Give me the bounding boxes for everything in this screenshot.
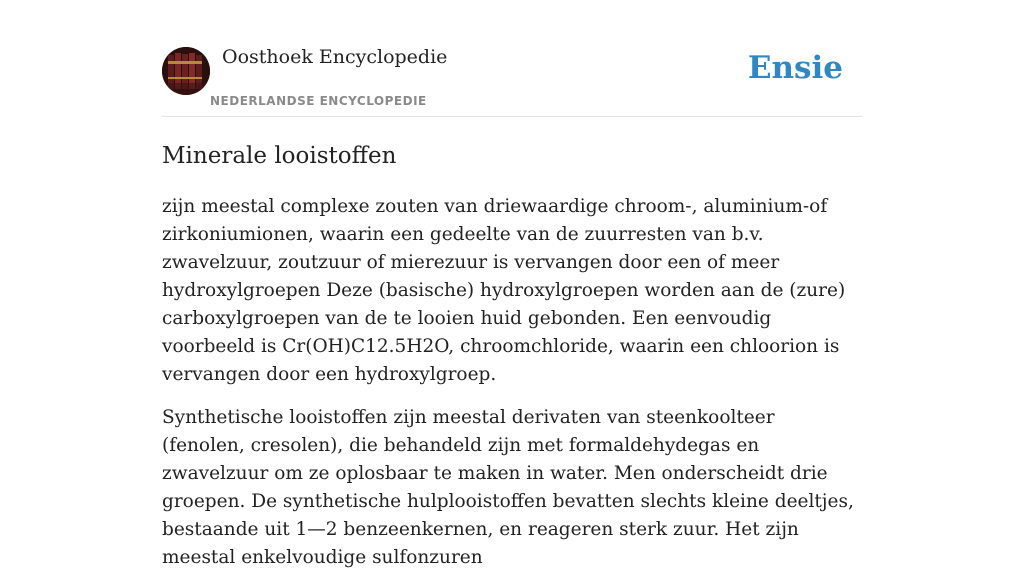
article-body [162,193,862,572]
page [162,0,862,587]
site-header [162,0,862,117]
brand-logo[interactable]: Ensie [747,50,843,86]
book-spines-icon[interactable] [162,47,210,95]
site-title[interactable]: Oosthoek Encyclopedie [222,46,448,68]
site-subtitle: NEDERLANDSE ENCYCLOPEDIE [210,94,427,108]
article-paragraph: Synthetische looistoffen zijn meestal derivaten van steenkoolteer (fenolen, cresolen), die behandeld zijn met formaldehydegas en zwavelzuur om ze oplosbaar te maken in water. Men onderscheidt drie groepen. De synthetische hulplooistoffen bevatten slechts kleine deeltjes, bestaande uit 1—2 benzeenkernen, en reageren sterk zuur. Het zijn meestal enkelvoudige sulfonzuren [162,407,854,568]
article-title: Minerale looistoffen [162,143,397,169]
article-paragraph: zijn meestal complexe zouten van driewaardige chroom-, aluminium-of zirkoniumionen, waarin een gedeelte van de zuurresten van b.v. zwavelzuur, zoutzuur of mierezuur is vervangen door een of meer hydroxylgroepen Deze (basische) hydroxylgroepen worden aan de (zure) carboxylgroepen van de te looien huid gebonden. Een eenvoudig voorbeeld is Cr(OH)C12.5H2O, chroomchloride, waarin een chloorion is vervangen door een hydroxylgroep. [162,196,846,385]
